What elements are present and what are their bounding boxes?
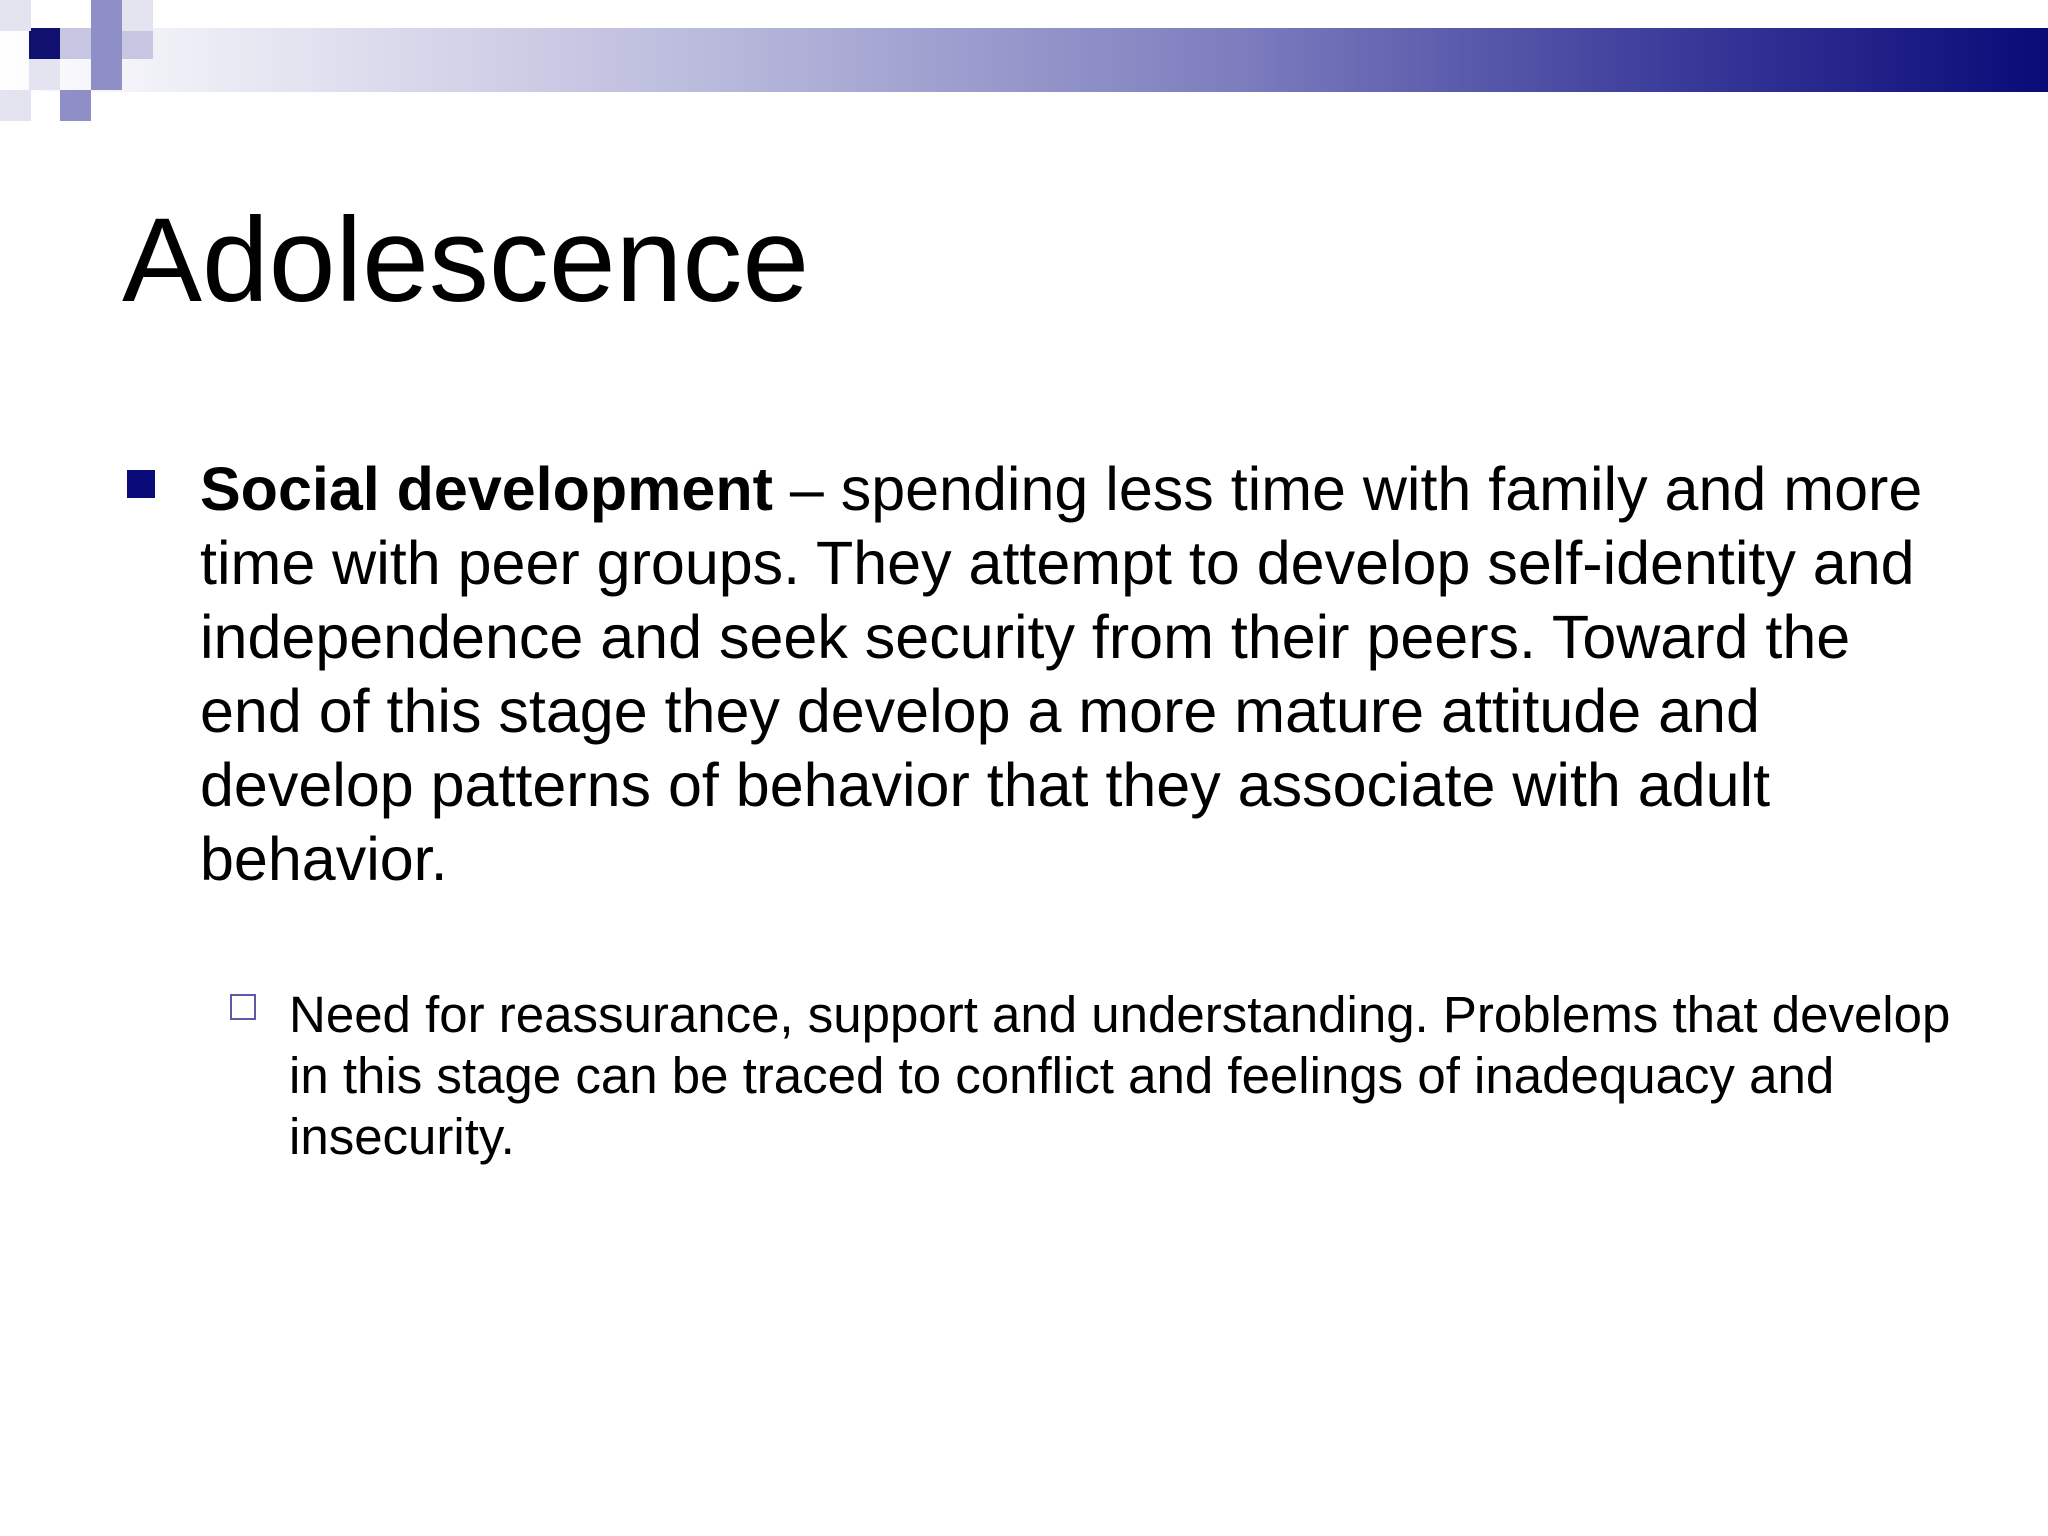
bullet-text (200, 452, 1960, 896)
decor-square-mid (91, 59, 122, 90)
decor-square-pale (29, 59, 60, 90)
decor-square-pale (0, 90, 31, 121)
decor-square-mid (91, 0, 122, 31)
bullet-body: – spending less time with family and more time with peer groups. They attempt to develop self-identity and independence and seek security from their peers. Toward the end of this stage they develop a more mature attitude and develop patterns of behavior that they associate with adult behavior. (200, 455, 1923, 893)
square-filled-bullet-icon (127, 470, 155, 498)
sub-bullet-text: Need for reassurance, support and understanding. Problems that develop in this stage can be traced to conflict and feelings of inadequacy and insecurity. (289, 986, 1951, 1165)
decor-square-light (122, 28, 153, 59)
decor-square-pale (122, 0, 153, 31)
decor-square-light (60, 28, 91, 59)
decor-square-mid (91, 28, 122, 59)
header-gradient-band (0, 28, 2048, 92)
decor-square-dark (29, 28, 60, 59)
decor-square-pale (0, 0, 31, 31)
bullet-lead: Social development (200, 455, 773, 523)
slide-title: Adolescence (122, 193, 810, 327)
square-outline-bullet-icon (230, 994, 256, 1020)
decor-square-mid (60, 90, 91, 121)
